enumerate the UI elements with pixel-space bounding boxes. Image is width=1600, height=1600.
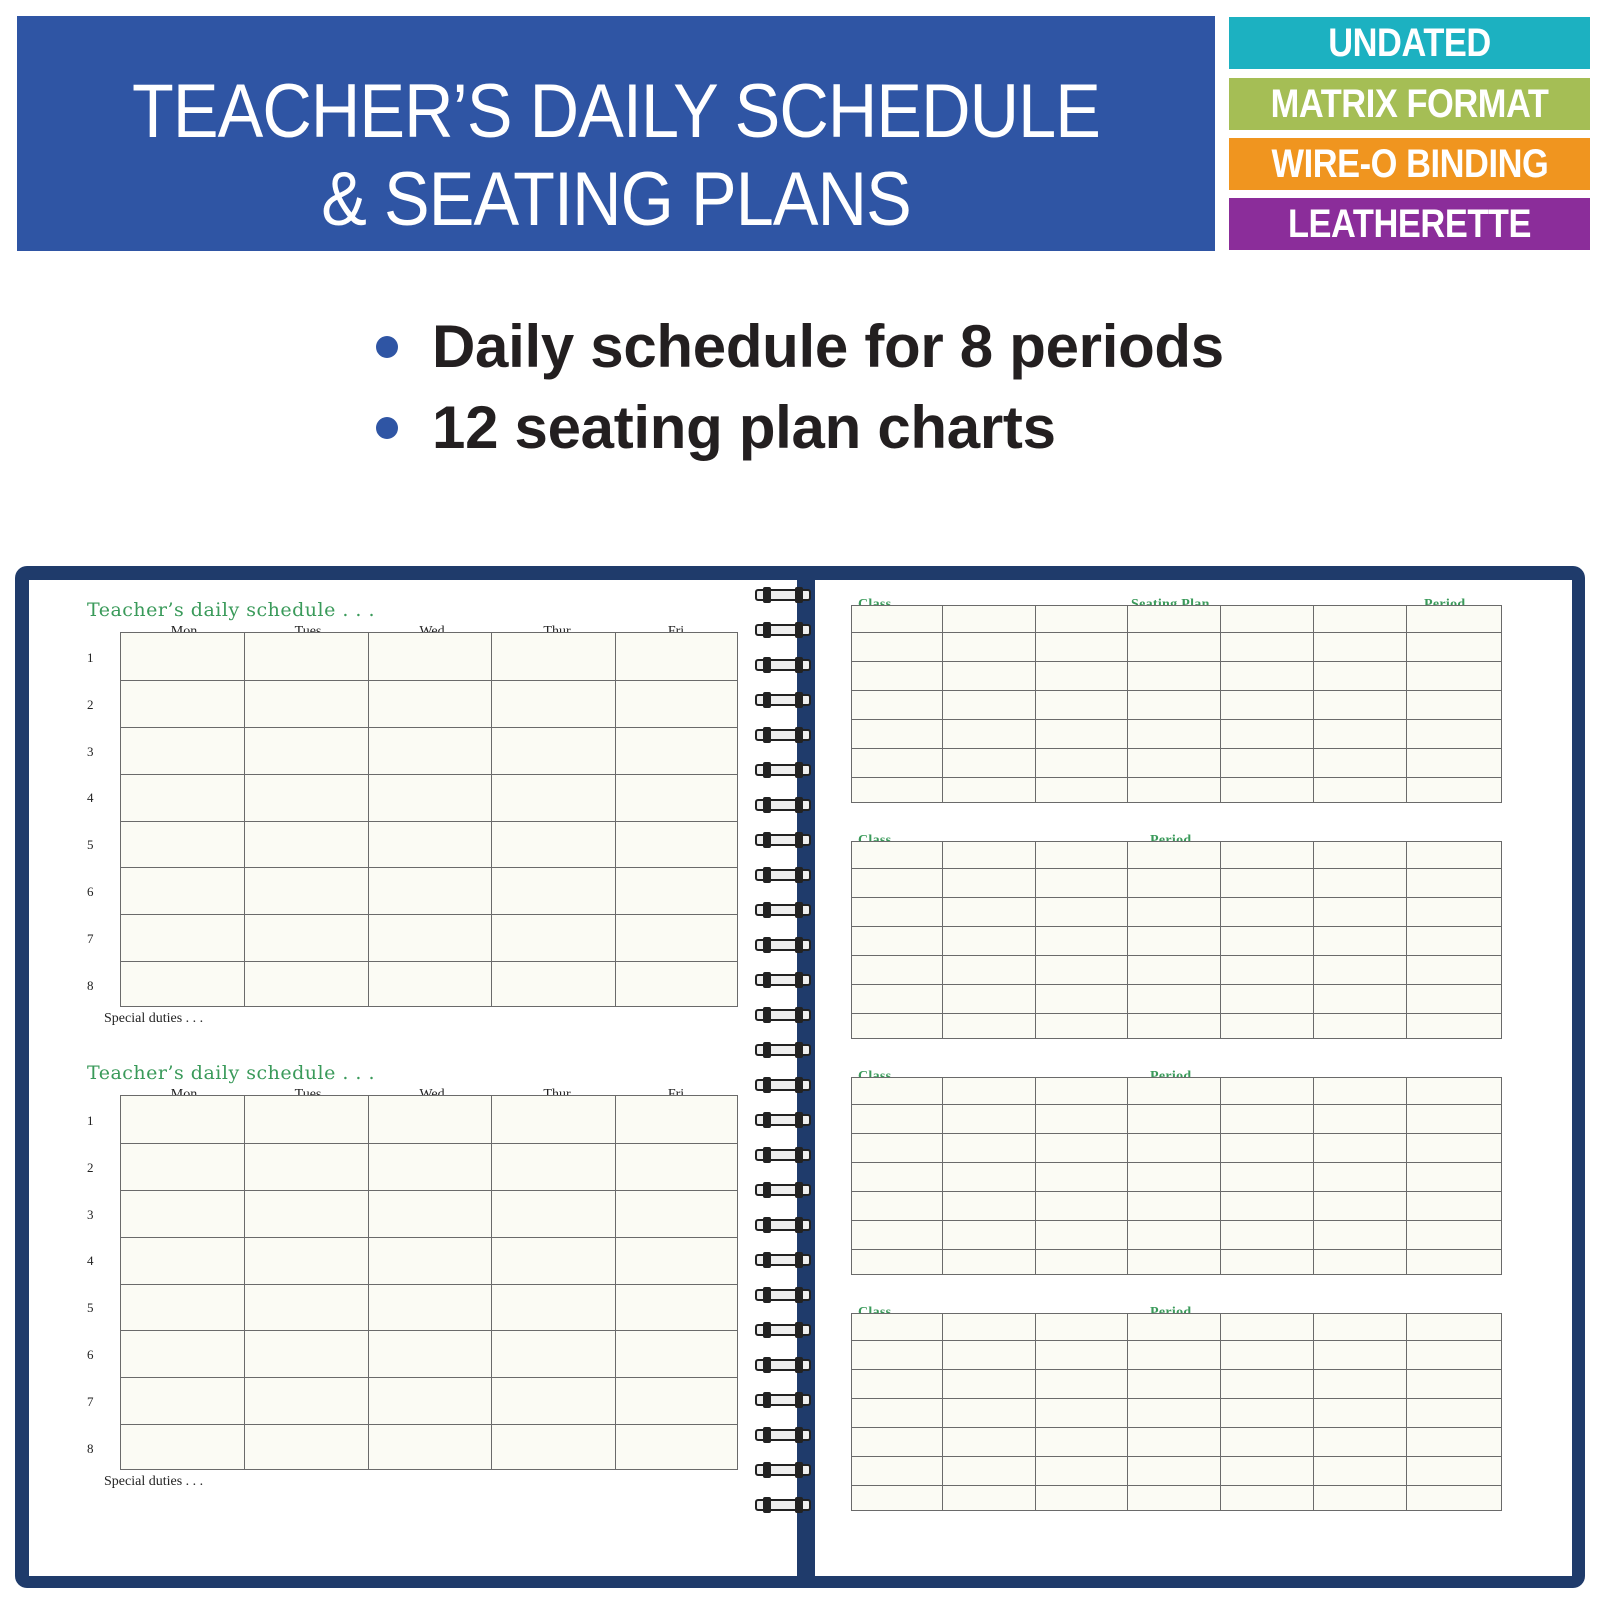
wire-coil-icon [755, 586, 811, 604]
coil-post [763, 1357, 771, 1373]
grid-line [121, 1190, 737, 1191]
grid-line [121, 914, 737, 915]
coil-post [763, 1042, 771, 1058]
grid-line [852, 1398, 1501, 1399]
coil-post [763, 1077, 771, 1093]
coil-post [795, 1182, 803, 1198]
grid-line [615, 633, 616, 1006]
grid-line [121, 1237, 737, 1238]
coil-post [763, 797, 771, 813]
coil-post [795, 972, 803, 988]
coil-post [763, 902, 771, 918]
coil-post [795, 1077, 803, 1093]
grid-line [852, 1427, 1501, 1428]
period-number: 8 [87, 977, 94, 993]
grid-line [852, 1162, 1501, 1163]
wire-coil-icon [755, 971, 811, 989]
grid-line [852, 955, 1501, 956]
coil-post [763, 1497, 771, 1513]
wire-coil-icon [755, 1076, 811, 1094]
period-number: 1 [87, 1113, 94, 1128]
grid-line [1313, 1314, 1314, 1510]
grid-line [1035, 1314, 1036, 1510]
wire-coil-icon [755, 1321, 811, 1339]
wire-coil-icon [755, 691, 811, 709]
wire-coil-icon [755, 796, 811, 814]
wire-coil-icon [755, 1391, 811, 1409]
wire-coil-icon [755, 1181, 811, 1199]
grid-line [852, 1191, 1501, 1192]
coil-post [763, 972, 771, 988]
wire-coil-icon [755, 866, 811, 884]
coil-post [795, 1427, 803, 1443]
coil-post [763, 622, 771, 638]
coil-post [763, 1252, 771, 1268]
coil-post [763, 762, 771, 778]
coil-post [795, 902, 803, 918]
coil-post [795, 1287, 803, 1303]
grid-line [491, 1096, 492, 1469]
grid-line [121, 1424, 737, 1425]
grid-line [1127, 1078, 1128, 1274]
schedule-grid [120, 632, 738, 1007]
grid-line [1127, 1314, 1128, 1510]
wire-coil-icon [755, 1111, 811, 1129]
coil-post [763, 1112, 771, 1128]
coil-post [763, 937, 771, 953]
grid-line [1035, 842, 1036, 1038]
grid-line [852, 1456, 1501, 1457]
feature-bullet [376, 393, 1056, 462]
coil-post [795, 1112, 803, 1128]
grid-line [942, 606, 943, 802]
grid-line [1406, 1314, 1407, 1510]
wire-coil-icon [755, 1251, 811, 1269]
period-number: 4 [87, 1253, 94, 1269]
title-banner [17, 16, 1215, 251]
coil-post [763, 657, 771, 673]
grid-line [852, 1369, 1501, 1370]
grid-line [1035, 1078, 1036, 1274]
grid-line [852, 1220, 1501, 1221]
wire-coil-icon [755, 1216, 811, 1234]
schedule-title: Teacher’s daily schedule . . . [87, 599, 376, 621]
grid-line [852, 1340, 1501, 1341]
badge-wire-o-binding: WIRE-O BINDING [1229, 138, 1590, 190]
wire-coil-icon [755, 726, 811, 744]
grid-line [121, 821, 737, 822]
grid-line [244, 633, 245, 1006]
badge-undated: UNDATED [1229, 17, 1590, 69]
bullet-dot-icon [376, 417, 398, 439]
grid-line [121, 1377, 737, 1378]
grid-line [1313, 606, 1314, 802]
grid-line [1220, 842, 1221, 1038]
coil-post [795, 1392, 803, 1408]
coil-post [763, 1322, 771, 1338]
period-number: 1 [87, 650, 94, 665]
period-number: 7 [87, 1393, 94, 1409]
wire-coil-icon [755, 831, 811, 849]
grid-line [852, 777, 1501, 778]
grid-line [852, 1013, 1501, 1014]
coil-post [795, 1357, 803, 1373]
grid-line [121, 1284, 737, 1285]
grid-line [942, 842, 943, 1038]
left-page [29, 580, 797, 1576]
grid-line [852, 897, 1501, 898]
coil-post [763, 1462, 771, 1478]
feature-text: Daily schedule for 8 periods [432, 313, 1224, 380]
coil-post [763, 1392, 771, 1408]
period-number: 2 [87, 1159, 94, 1175]
coil-post [795, 1462, 803, 1478]
coil-post [763, 832, 771, 848]
grid-line [244, 1096, 245, 1469]
grid-line [368, 1096, 369, 1469]
grid-line [121, 1330, 737, 1331]
wire-coil-icon [755, 1146, 811, 1164]
wire-coil-icon [755, 1006, 811, 1024]
grid-line [1313, 1078, 1314, 1274]
seating-grid [851, 1077, 1502, 1275]
coil-post [763, 1427, 771, 1443]
grid-line [852, 1104, 1501, 1105]
grid-line [852, 632, 1501, 633]
grid-line [852, 748, 1501, 749]
grid-line [942, 1078, 943, 1274]
special-duties-label: Special duties . . . [104, 1011, 204, 1026]
period-number: 7 [87, 930, 94, 946]
coil-post [795, 797, 803, 813]
grid-line [121, 727, 737, 728]
wire-coil-icon [755, 1461, 811, 1479]
coil-post [763, 1287, 771, 1303]
grid-line [491, 633, 492, 1006]
period-number: 5 [87, 1300, 94, 1316]
coil-post [763, 1007, 771, 1023]
grid-line [1406, 1078, 1407, 1274]
feature-text: 12 seating plan charts [432, 394, 1056, 461]
grid-line [852, 868, 1501, 869]
wire-coil-icon [755, 1496, 811, 1514]
grid-line [852, 926, 1501, 927]
coil-post [763, 1182, 771, 1198]
coil-post [795, 657, 803, 673]
period-number: 6 [87, 884, 94, 899]
coil-post [795, 1322, 803, 1338]
coil-post [795, 832, 803, 848]
grid-line [852, 719, 1501, 720]
coil-post [763, 867, 771, 883]
wire-coil-icon [755, 656, 811, 674]
coil-post [795, 937, 803, 953]
grid-line [121, 774, 737, 775]
period-number: 5 [87, 837, 94, 853]
grid-line [852, 690, 1501, 691]
coil-post [795, 1007, 803, 1023]
coil-post [795, 1217, 803, 1233]
wire-coil-icon [755, 1286, 811, 1304]
grid-line [121, 680, 737, 681]
grid-line [1406, 842, 1407, 1038]
right-page [815, 580, 1572, 1576]
period-number: 3 [87, 1206, 94, 1222]
coil-post [763, 1147, 771, 1163]
coil-post [795, 867, 803, 883]
schedule-grid [120, 1095, 738, 1470]
grid-line [1220, 1314, 1221, 1510]
coil-post [795, 587, 803, 603]
grid-line [852, 1249, 1501, 1250]
grid-line [368, 633, 369, 1006]
grid-line [1127, 606, 1128, 802]
coil-post [763, 692, 771, 708]
period-number: 4 [87, 790, 94, 806]
grid-line [1313, 842, 1314, 1038]
wire-coil-icon [755, 761, 811, 779]
grid-line [121, 867, 737, 868]
grid-line [121, 1143, 737, 1144]
grid-line [852, 661, 1501, 662]
wire-coil-icon [755, 621, 811, 639]
grid-line [852, 1133, 1501, 1134]
planner-book [15, 566, 1585, 1588]
period-number: 2 [87, 696, 94, 712]
grid-line [942, 1314, 943, 1510]
coil-post [795, 1042, 803, 1058]
wire-coil-icon [755, 1041, 811, 1059]
schedule-title: Teacher’s daily schedule . . . [87, 1062, 376, 1084]
coil-post [763, 727, 771, 743]
grid-line [852, 984, 1501, 985]
coil-post [763, 587, 771, 603]
grid-line [615, 1096, 616, 1469]
grid-line [1035, 606, 1036, 802]
grid-line [852, 1485, 1501, 1486]
period-number: 6 [87, 1347, 94, 1362]
grid-line [1127, 842, 1128, 1038]
seating-grid [851, 1313, 1502, 1511]
coil-post [795, 1147, 803, 1163]
wire-coil-icon [755, 1426, 811, 1444]
coil-post [795, 1497, 803, 1513]
wire-coil-icon [755, 936, 811, 954]
coil-post [795, 622, 803, 638]
coil-post [795, 692, 803, 708]
banner-title-line2: & SEATING PLANS [321, 157, 911, 242]
wire-coil-icon [755, 901, 811, 919]
seating-grid [851, 841, 1502, 1039]
grid-line [1220, 606, 1221, 802]
banner-title-line1: TEACHER’S DAILY SCHEDULE [132, 69, 1100, 154]
grid-line [121, 961, 737, 962]
badge-leatherette-cover: LEATHERETTE COVER [1229, 198, 1590, 250]
bullet-dot-icon [376, 336, 398, 358]
grid-line [1220, 1078, 1221, 1274]
coil-post [763, 1217, 771, 1233]
seating-grid [851, 605, 1502, 803]
coil-post [795, 762, 803, 778]
badge-matrix-format: MATRIX FORMAT [1229, 78, 1590, 130]
feature-bullet [376, 312, 1224, 381]
coil-post [795, 1252, 803, 1268]
period-number: 3 [87, 743, 94, 759]
period-number: 8 [87, 1440, 94, 1456]
coil-post [795, 727, 803, 743]
grid-line [1406, 606, 1407, 802]
wire-coil-icon [755, 1356, 811, 1374]
special-duties-label: Special duties . . . [104, 1474, 204, 1489]
